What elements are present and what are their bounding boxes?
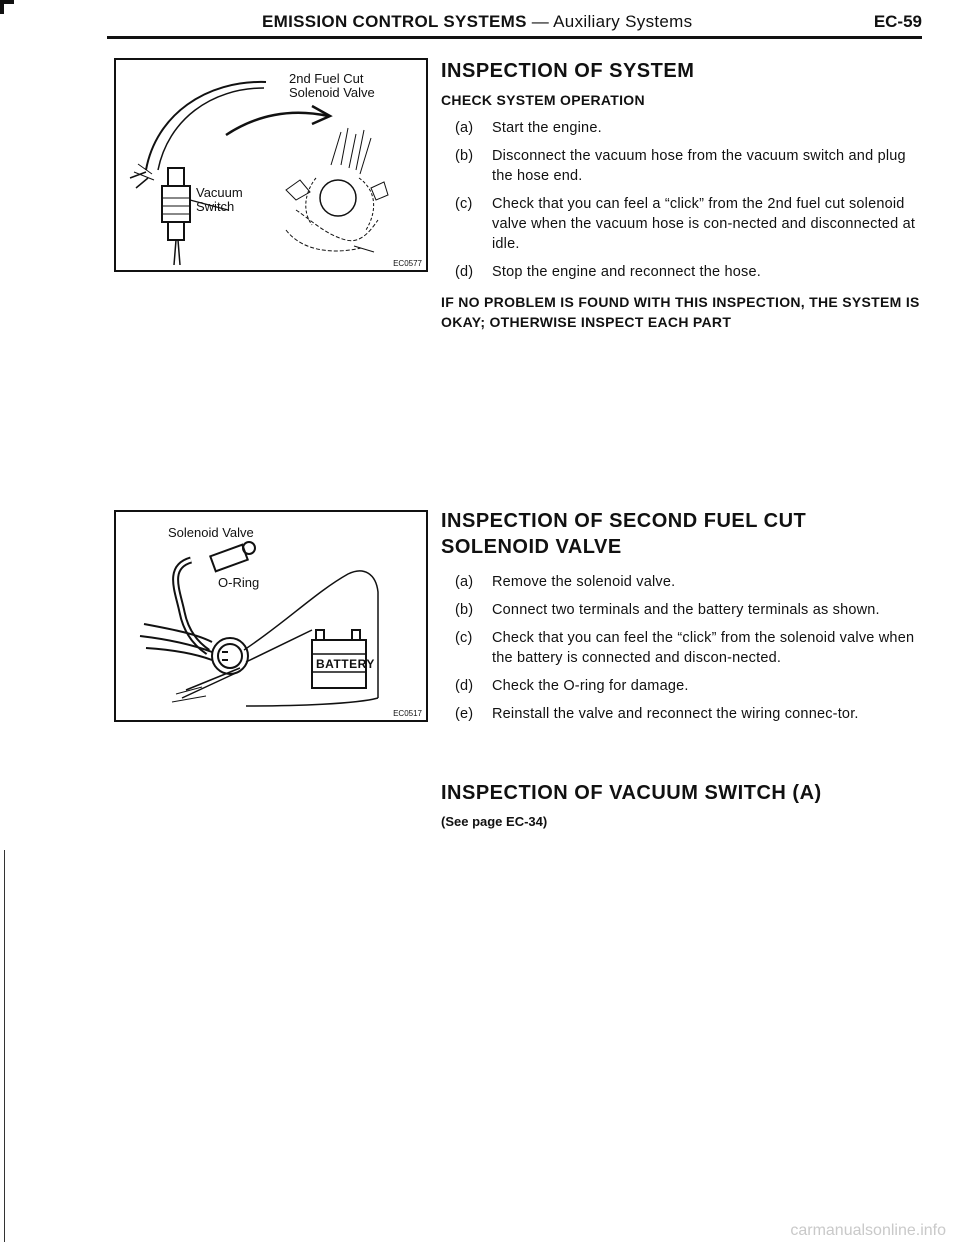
step-item: (d) Stop the engine and reconnect the hose. <box>455 264 761 280</box>
label-vacuum-switch: Vacuum Switch <box>196 185 243 214</box>
header-subtitle: Auxiliary Systems <box>553 12 693 31</box>
figure-code: EC0517 <box>393 709 422 718</box>
label-battery: BATTERY <box>316 657 375 671</box>
step-list <box>441 572 921 724</box>
header-rule <box>107 36 922 39</box>
section-heading-line1: INSPECTION OF SECOND FUEL CUT <box>441 510 807 532</box>
figure-code: EC0577 <box>393 259 422 268</box>
section-heading-line2: SOLENOID VALVE <box>441 536 622 558</box>
figure-vacuum-switch <box>114 58 428 272</box>
label-2nd-fuel-cut-valve: 2nd Fuel Cut Solenoid Valve <box>289 71 375 100</box>
vacuum-switch-illustration <box>116 60 426 270</box>
page-reference: (See page EC-34) <box>441 814 548 829</box>
step-item: (e) Reinstall the valve and reconnect the wiring connec-tor. <box>455 706 859 722</box>
section-vacuum-switch <box>441 780 921 829</box>
section-inspection-of-system <box>441 58 921 332</box>
step-item: (b) Connect two terminals and the battery terminals as shown. <box>455 602 880 618</box>
scan-edge-line <box>4 850 5 1242</box>
figure-solenoid-valve-test <box>114 510 428 722</box>
watermark: carmanualsonline.info <box>790 1222 946 1239</box>
step-item: (a) Start the engine. <box>455 120 602 136</box>
page-number: EC-59 <box>873 12 922 31</box>
step-item: (d) Check the O-ring for damage. <box>455 678 689 694</box>
solenoid-battery-illustration <box>116 512 426 720</box>
result-note: IF NO PROBLEM IS FOUND WITH THIS INSPECTION, THE SYSTEM IS OKAY; OTHERWISE INSPECT EACH PART <box>441 294 920 330</box>
label-solenoid-valve: Solenoid Valve <box>168 525 254 540</box>
step-list <box>441 118 921 282</box>
step-item: (c) Check that you can feel a “click” from the 2nd fuel cut solenoid valve when the vacuum hose is con-nected and disconnected at idle. <box>455 196 916 252</box>
step-item: (a) Remove the solenoid valve. <box>455 574 676 590</box>
step-item: (b) Disconnect the vacuum hose from the vacuum switch and plug the hose end. <box>455 148 906 184</box>
header-title: EMISSION CONTROL SYSTEMS — Auxiliary Systems <box>262 12 693 31</box>
section-heading: INSPECTION OF VACUUM SWITCH (A) <box>441 782 822 804</box>
section-second-fuel-cut-valve <box>441 508 921 732</box>
step-item: (c) Check that you can feel the “click” from the solenoid valve when the battery is connected and discon-nected. <box>455 630 915 666</box>
page-corner-mark <box>0 0 14 14</box>
section-heading: INSPECTION OF SYSTEM <box>441 60 695 82</box>
label-o-ring: O-Ring <box>218 575 260 590</box>
page-header <box>262 8 922 36</box>
section-subheading: CHECK SYSTEM OPERATION <box>441 92 645 108</box>
